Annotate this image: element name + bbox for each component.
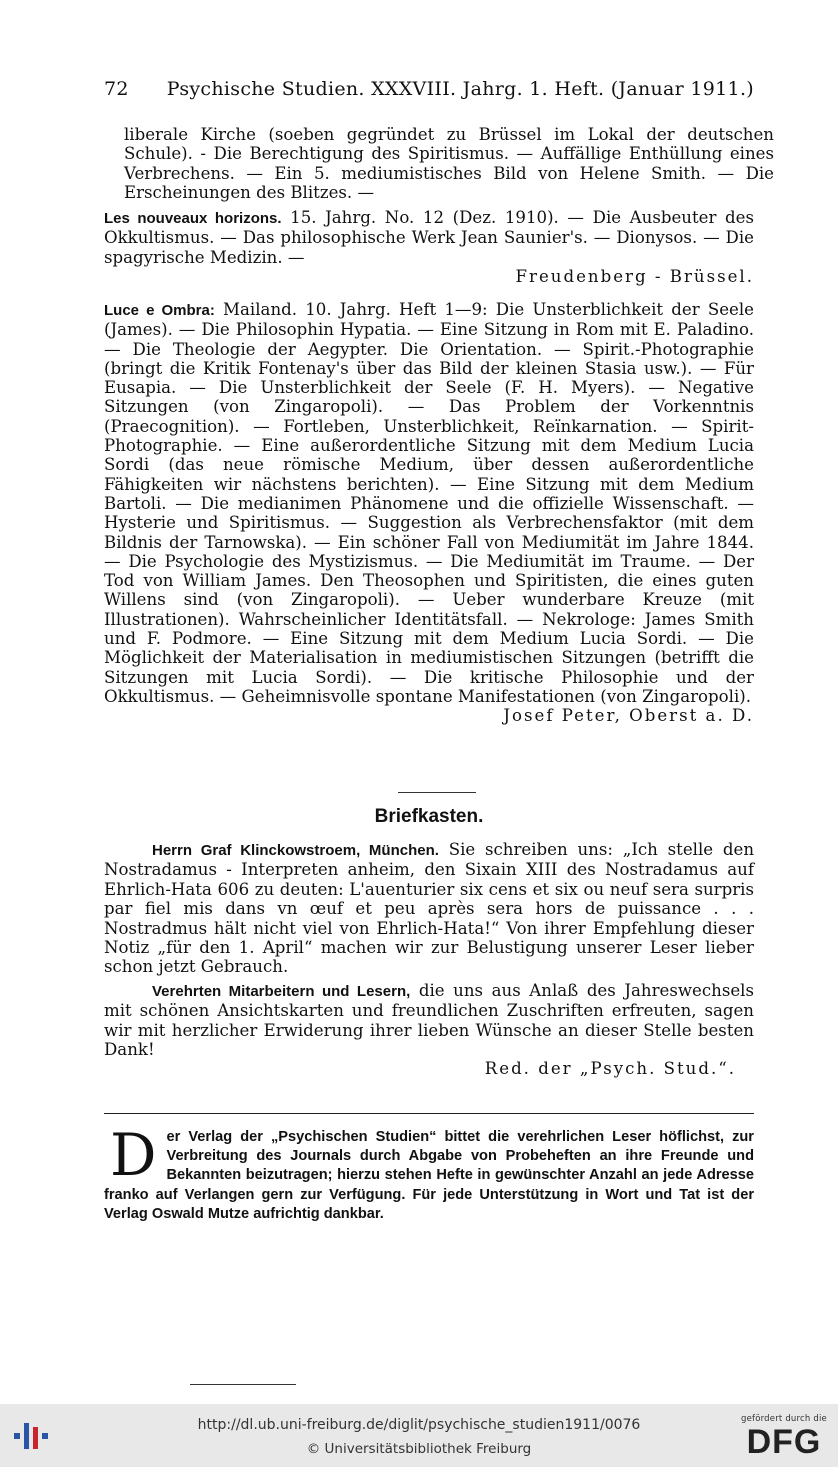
notice-text: er Verlag der „Psychischen Studien“ bittet die verehrlichen Leser höflichst, zur Verbreitung des Journals durch Abgabe von Probeheften an ihre Freunde und Bekannten beizutragen; hierzu stehen Hefte in gewünschter Anzahl an jede Adresse franko auf Verlangen gern zur Verfügung. Für jede Unterstützung in Wort und Tat ist der Verlag Oswald Mutze aufrichtig dankbar. bbox=[104, 1129, 754, 1222]
drop-cap: D bbox=[110, 1121, 157, 1189]
thanks-text: die uns aus Anlaß des Jahreswechsels mit schönen Ansichtskarten und freundlichen Zuschriften erfreuten, sagen wir mit herzlicher Erwiderung ihrer lieben Wünsche an dieser Stelle besten Dank! bbox=[104, 980, 755, 1060]
review-luce-e-ombra bbox=[104, 300, 754, 726]
journal-title-horizons: Les nouveaux horizons. bbox=[104, 210, 282, 227]
thanks-recipient: Verehrten Mitarbeitern und Lesern, bbox=[152, 982, 411, 1000]
running-title: Psychische Studien. XXXVIII. Jahrg. 1. Heft. (Januar 1911.) bbox=[166, 78, 754, 100]
journal-title-luce: Luce e Ombra: bbox=[104, 302, 215, 319]
funding-caption: gefördert durch die bbox=[741, 1414, 827, 1424]
notice-divider bbox=[104, 1113, 754, 1114]
running-header bbox=[104, 78, 754, 100]
signature-freudenberg: Freudenberg - Brüssel. bbox=[515, 267, 754, 287]
library-footer bbox=[0, 1404, 838, 1467]
review-horizons bbox=[104, 208, 754, 287]
section-divider bbox=[398, 792, 476, 793]
dfg-wordmark: DFG bbox=[746, 1423, 822, 1461]
signature-redaktion: Red. der „Psych. Stud.“. bbox=[484, 1059, 736, 1079]
briefkasten-body bbox=[104, 840, 754, 1079]
letter-text: Sie schreiben uns: „Ich stelle den Nostradamus - Interpreten anheim, den Sixain XIII des Nostradamus auf Ehrlich-Hata 606 zu deuten: L'auenturier six cens et six ou neuf sera surpris par fiel mis dans vn œuf et peu après sera hors de puissance . . . Nostradmus hält nicht viel von Ehrlich-Hata!“ Von ihrer Empfehlung dieser Notiz „für den 1. April“ machen wir zur Belustigung unserer Leser lieber schon jetzt Gebrauch. bbox=[104, 840, 755, 977]
letter-recipient: Herrn Graf Klinckowstroem, München. bbox=[152, 842, 439, 859]
review-continuation bbox=[104, 125, 774, 203]
review-horizons-text: 15. Jahrg. No. 12 (Dez. 1910). — Die Ausbeuter des Okkultismus. — Das philosophische Werk Jean Saunier's. — Dionysos. — Die spagyrische Medizin. — bbox=[104, 208, 754, 267]
publisher-notice bbox=[104, 1121, 754, 1224]
review-continuation-text: liberale Kirche (soeben gegründet zu Brüssel im Lokal der deutschen Schule). - Die Berechtigung des Spiritismus. — Auffällige Enthüllung eines Verbrechens. — Ein 5. mediumistisches Bild von Helene Smith. — Die Erscheinungen des Blitzes. — bbox=[124, 125, 774, 203]
copyright-notice: © Universitätsbibliothek Freiburg bbox=[306, 1441, 532, 1457]
page-number: 72 bbox=[104, 78, 129, 100]
section-title-briefkasten: Briefkasten. bbox=[374, 806, 484, 827]
end-rule bbox=[190, 1384, 296, 1385]
source-url[interactable]: http://dl.ub.uni-freiburg.de/diglit/psychische_studien1911/0076 bbox=[197, 1417, 641, 1433]
signature-josef-peter: Josef Peter, Oberst a. D. bbox=[503, 706, 754, 726]
dfg-logo bbox=[738, 1414, 830, 1460]
review-luce-text: Mailand. 10. Jahrg. Heft 1—9: Die Unsterblichkeit der Seele (James). — Die Philosophin Hypatia. — Eine Sitzung in Rom mit E. Paladino. — Die Theologie der Aegypter. Die Orientation. — Spirit.-Photographie (bringt die Kritik Fontenay's über das Bild der kleinen Stasia usw.). — Für Eusapia. — Die Unsterblichkeit der Seele (F. H. Myers). — Negative Sitzungen (von Zingaropoli). — Das Problem der Vorkenntnis (Praecognition). — Fortleben, Unsterblichkeit, Reïnkarnation. — Spirit-Photographie. — Eine außerordentliche Sitzung mit dem Medium Lucia Sordi (das neue römische Medium, über dessen außerordentliche Fähigkeiten wir nächstens berichten). — Eine Sitzung mit dem Medium Bartoli. — Die medianimen Phänomene und die offizielle Wissenschaft. — Hysterie und Spiritismus. — Suggestion als Verbrechensfaktor (mit dem Bildnis der Tarnowska). — Ein schöner Fall von Mediumität im Jahre 1844. — Die Psychologie des Mystizismus. — Die Mediumität im Traume. — Der Tod von William James. Den Theosophen und Spiritisten, die eines guten Willens sind (von Zingaropoli). — Ueber wunderbare Kreuze (mit Illustrationen). Wahrscheinlicher Identitätsfall. — Nekrologe: James Smith und F. Podmore. — Eine Sitzung mit dem Medium Lucia Sordi. — Die Möglichkeit der Materialisation in mediumistischen Sitzungen (betrifft die Sitzungen mit Lucia Sordi). — Die kritische Philosophie und der Okkultismus. — Geheimnisvolle spontane Manifestationen (von Zingaropoli). bbox=[104, 300, 754, 706]
